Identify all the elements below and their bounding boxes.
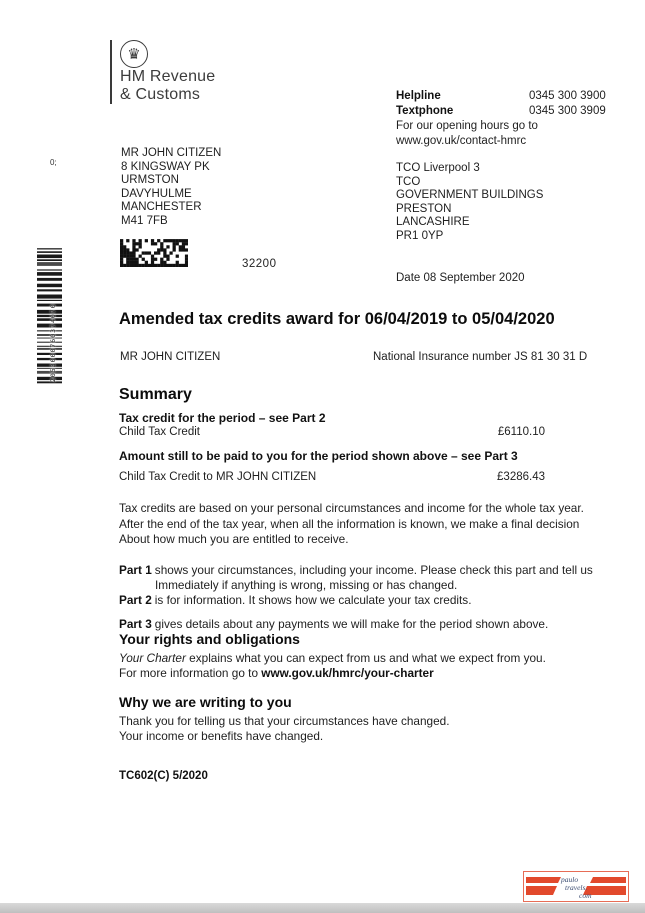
hmrc-crown-icon	[120, 40, 148, 68]
recipient-address	[121, 147, 221, 229]
page-bottom-edge	[0, 903, 645, 913]
why-section	[119, 694, 599, 745]
summary-row-label: Child Tax Credit	[119, 426, 200, 438]
more-info-prefix: For more information go to	[119, 666, 262, 681]
textphone-label: Textphone	[396, 105, 454, 117]
part1-continuation: Immediately if anything is wrong, missing or has changed.	[155, 578, 458, 593]
helpline-number: 0345 300 3900	[529, 90, 606, 102]
why-line: Thank you for telling us that your circumstances have changed.	[119, 714, 450, 728]
intro-line: Tax credits are based on your personal circumstances and income for the whole tax year.	[119, 501, 584, 515]
address-line: URMSTON	[121, 174, 179, 187]
summary-section1-heading: Tax credit for the period – see Part 2	[119, 411, 326, 425]
why-line: Your income or benefits have changed.	[119, 729, 324, 744]
part3-line	[119, 617, 594, 632]
more-info-line	[119, 666, 599, 681]
address-line: MR JOHN CITIZEN	[121, 147, 222, 159]
textphone-number: 0345 300 3909	[529, 105, 606, 117]
address-line: GOVERNMENT BUILDINGS	[396, 189, 544, 202]
office-address	[396, 162, 543, 244]
rights-heading: Your rights and obligations	[119, 631, 300, 647]
logo-line-1: HM Revenue	[120, 68, 216, 85]
address-line: LANCASHIRE	[396, 216, 470, 229]
part2-line	[119, 593, 594, 608]
address-line: PRESTON	[396, 202, 452, 215]
sort-code: 32200	[242, 258, 277, 270]
stamp-line-2: travels.	[565, 883, 588, 892]
address-line: MANCHESTER	[121, 201, 202, 214]
charter-line	[119, 651, 599, 666]
summary-row-amount: £3286.43	[497, 471, 545, 483]
charter-rest: explains what you can expect from us and what we expect from you.	[185, 651, 546, 665]
part2-text: is for information. It shows how we calculate your tax credits.	[154, 593, 472, 608]
stamp-line-1: paulo	[561, 875, 579, 884]
address-line: 8 KINGSWAY PK	[121, 160, 210, 173]
address-line: M41 7FB	[121, 214, 168, 227]
opening-hours-url: www.gov.uk/contact-hmrc	[396, 135, 527, 147]
intro-line: After the end of the tax year, when all the information is known, we make a final decision	[119, 516, 580, 531]
logo-line-2: & Customs	[120, 85, 201, 103]
form-reference: TC602(C) 5/2020	[119, 770, 208, 782]
claimant-name: MR JOHN CITIZEN	[120, 351, 221, 363]
summary-heading: Summary	[119, 386, 192, 403]
stamp-line-3: com	[579, 891, 592, 900]
logo-divider-rule	[110, 40, 112, 104]
part1-line	[119, 563, 594, 578]
crown-glyph: ♛	[127, 45, 141, 63]
address-line: DAVYHULME	[121, 187, 192, 200]
part1-text: shows your circumstances, including your income. Please check this part and tell us	[154, 563, 593, 577]
part2-label: Part 2	[119, 593, 152, 608]
address-line: TCO	[396, 175, 421, 188]
rights-section	[119, 631, 599, 682]
vertical-barcode-number: 2053000760374070	[49, 303, 57, 382]
page-title: Amended tax credits award for 06/04/2019 to 05/04/2020	[119, 310, 555, 328]
why-heading: Why we are writing to you	[119, 694, 292, 710]
intro-paragraph	[119, 501, 594, 548]
summary-row	[119, 471, 545, 483]
print-mark: 0;	[50, 158, 57, 167]
hmrc-logo-text	[120, 68, 215, 103]
summary-row-label: Child Tax Credit to MR JOHN CITIZEN	[119, 471, 317, 483]
address-line: PR1 0YP	[396, 229, 444, 242]
opening-hours-text: For our opening hours go to	[396, 120, 538, 132]
part3-text: gives details about any payments we will make for the period shown above.	[154, 616, 549, 631]
summary-row	[119, 426, 545, 438]
summary-row-amount: £6110.10	[497, 426, 545, 438]
part1-label: Part 1	[119, 563, 152, 577]
address-line: TCO Liverpool 3	[396, 162, 480, 174]
datamatrix-barcode	[120, 239, 188, 267]
helpline-label: Helpline	[396, 90, 441, 102]
parts-list	[119, 563, 594, 632]
date-line: Date 08 September 2020	[396, 272, 525, 284]
part3-label: Part 3	[119, 616, 152, 631]
summary-section2-heading: Amount still to be paid to you for the period shown above – see Part 3	[119, 449, 518, 463]
contact-block	[396, 89, 616, 149]
national-insurance-number: National Insurance number JS 81 30 31 D	[373, 351, 588, 363]
paulo-travels-stamp	[523, 871, 629, 902]
charter-url: www.gov.uk/hmrc/your-charter	[261, 666, 434, 681]
intro-line: About how much you are entitled to receive.	[119, 532, 349, 547]
charter-italic: Your Charter	[119, 651, 186, 665]
